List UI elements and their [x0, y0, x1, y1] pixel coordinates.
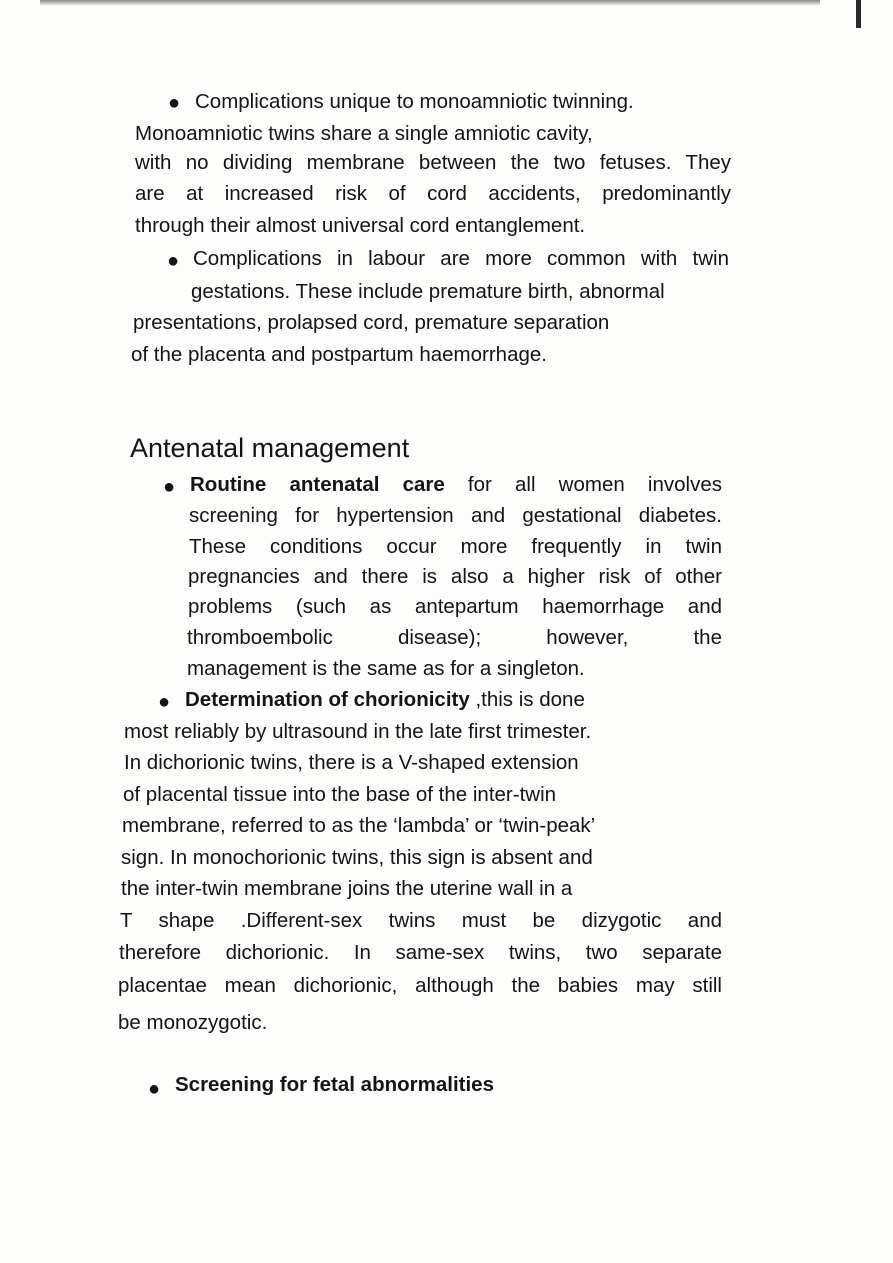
- b1-line-2: with no dividing membrane between the two fetuses. They: [135, 151, 731, 174]
- screening-bold: Screening for fetal abnormalities: [175, 1073, 494, 1096]
- routine-line-3: problems (such as antepartum haemorrhage and: [188, 595, 722, 618]
- b2-line-1: gestations. These include premature birth, abnormal: [191, 280, 665, 303]
- routine-line-1: These conditions occur more frequently in twin: [189, 535, 722, 558]
- chorion-line-5: the inter-twin membrane joins the uterine wall in a: [121, 877, 573, 900]
- b1-line-4: through their almost universal cord entanglement.: [135, 214, 586, 237]
- routine-first-line: [190, 472, 722, 498]
- chorion-bold: Determination of chorionicity: [185, 688, 470, 711]
- bullet-dot: ●: [168, 92, 181, 114]
- chorion-line-9: be monozygotic.: [118, 1011, 268, 1034]
- bullet-dot: ●: [158, 691, 171, 713]
- chorion-line-4: sign. In monochorionic twins, this sign is absent and: [121, 846, 593, 869]
- b1-line-0: Complications unique to monoamniotic twinning.: [195, 90, 634, 113]
- bullet-dot: ●: [148, 1078, 161, 1100]
- routine-line-0: screening for hypertension and gestational diabetes.: [189, 504, 722, 527]
- scan-edge-right: [856, 0, 861, 28]
- bullet-dot: ●: [163, 476, 176, 498]
- chorion-line-6: T shape .Different-sex twins must be dizygotic and: [120, 909, 722, 932]
- chorion-line-0: most reliably by ultrasound in the late first trimester.: [124, 720, 592, 743]
- chorion-rest: ,this is done: [469, 688, 585, 711]
- chorion-line-1: In dichorionic twins, there is a V-shaped extension: [124, 751, 579, 774]
- b1-line-3: are at increased risk of cord accidents, predominantly: [135, 182, 731, 205]
- chorion-line-2: of placental tissue into the base of the inter-twin: [123, 783, 557, 806]
- chorion-first-line: [185, 687, 585, 713]
- b1-line-1: Monoamniotic twins share a single amniotic cavity,: [135, 122, 593, 145]
- routine-rest: for all women involves: [444, 473, 722, 496]
- b2-line-3: of the placenta and postpartum haemorrhage.: [131, 343, 547, 366]
- bullet-dot: ●: [167, 250, 180, 272]
- routine-line-2: pregnancies and there is also a higher risk of other: [188, 565, 722, 588]
- chorion-line-3: membrane, referred to as the ‘lambda’ or ‘twin-peak’: [122, 814, 596, 837]
- routine-line-4: thromboembolic disease); however, the: [187, 626, 722, 649]
- routine-line-5: management is the same as for a singleton.: [187, 657, 585, 680]
- scan-edge-top: [40, 0, 820, 6]
- section-heading: Antenatal management: [130, 433, 410, 463]
- routine-bold: Routine antenatal care: [190, 473, 445, 496]
- chorion-line-8: placentae mean dichorionic, although the babies may still: [118, 974, 722, 997]
- b2-line-0: Complications in labour are more common with twin: [193, 247, 729, 270]
- chorion-line-7: therefore dichorionic. In same-sex twins, two separate: [119, 941, 722, 964]
- screening-line: [175, 1072, 494, 1098]
- b2-line-2: presentations, prolapsed cord, premature separation: [133, 311, 610, 334]
